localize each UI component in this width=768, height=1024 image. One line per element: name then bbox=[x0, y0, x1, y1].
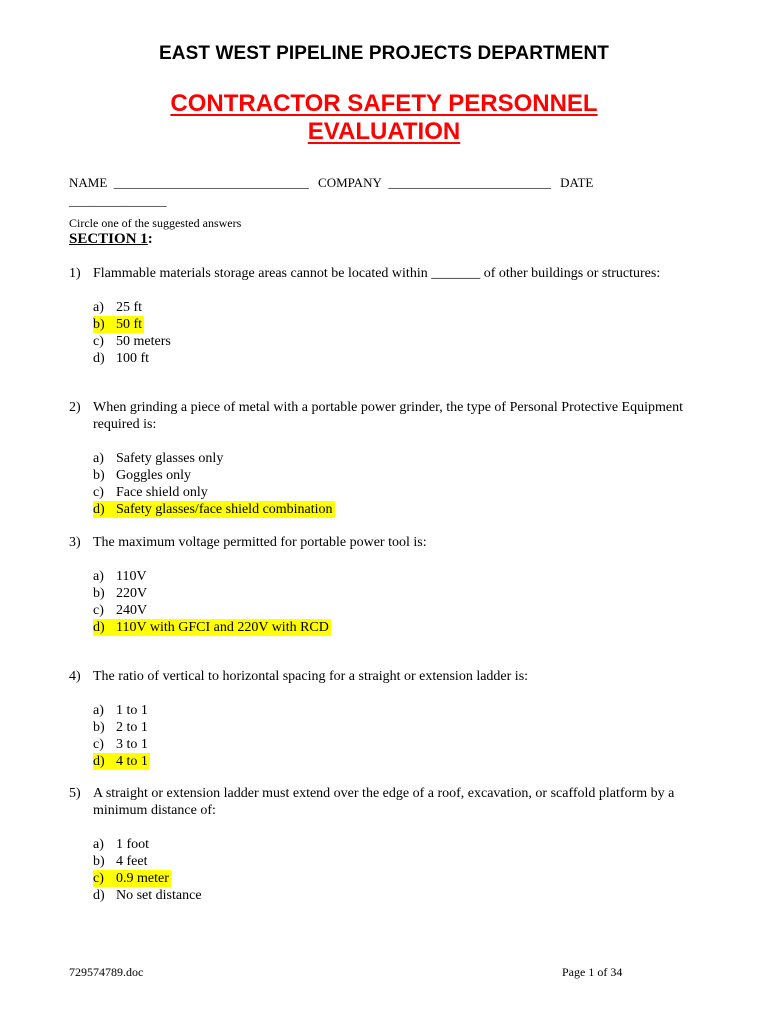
option-text: 110V with GFCI and 220V with RCD bbox=[116, 620, 329, 635]
answer-content bbox=[93, 586, 147, 601]
question-1 bbox=[69, 265, 709, 367]
answer-option[interactable] bbox=[93, 585, 709, 602]
question-text bbox=[69, 785, 709, 819]
answer-option[interactable] bbox=[93, 450, 709, 467]
option-letter: b) bbox=[93, 468, 105, 483]
title-line-2: EVALUATION bbox=[307, 118, 461, 145]
option-text: 2 to 1 bbox=[116, 720, 148, 735]
department-heading: EAST WEST PIPELINE PROJECTS DEPARTMENT bbox=[159, 43, 609, 64]
question-4 bbox=[69, 668, 709, 770]
answer-content bbox=[93, 888, 202, 903]
answer-content bbox=[93, 737, 148, 752]
answer-options bbox=[69, 702, 709, 770]
answer-content bbox=[93, 603, 147, 618]
option-text: 25 ft bbox=[116, 300, 143, 315]
footer-filename: 729574789.doc bbox=[69, 965, 144, 979]
date-label: DATE bbox=[560, 175, 594, 190]
answer-content bbox=[93, 351, 149, 366]
highlighted-answer bbox=[93, 870, 171, 887]
option-text: Safety glasses only bbox=[116, 451, 224, 466]
section-colon: : bbox=[147, 231, 153, 247]
answer-option[interactable] bbox=[93, 333, 709, 350]
answer-options bbox=[69, 450, 709, 518]
option-letter: b) bbox=[93, 854, 105, 869]
answer-content bbox=[93, 569, 147, 584]
answer-option[interactable] bbox=[93, 736, 709, 753]
question-number: 4) bbox=[69, 669, 81, 684]
answer-option[interactable] bbox=[93, 619, 709, 636]
answer-option[interactable] bbox=[93, 602, 709, 619]
option-text: 1 to 1 bbox=[116, 703, 148, 718]
question-5 bbox=[69, 785, 709, 904]
option-letter: a) bbox=[93, 569, 104, 584]
option-text: 100 ft bbox=[116, 351, 150, 366]
question-number: 3) bbox=[69, 535, 81, 550]
question-number: 2) bbox=[69, 400, 81, 415]
option-text: 240V bbox=[116, 603, 148, 618]
option-letter: b) bbox=[93, 720, 105, 735]
answer-option[interactable] bbox=[93, 568, 709, 585]
question-number: 5) bbox=[69, 786, 81, 801]
option-text: 4 feet bbox=[116, 854, 148, 869]
answer-content bbox=[93, 485, 208, 500]
question-body: The maximum voltage permitted for portable power tool is: bbox=[93, 535, 427, 550]
answer-content bbox=[93, 854, 147, 869]
option-text: 110V bbox=[116, 569, 147, 584]
answer-option[interactable] bbox=[93, 484, 709, 501]
option-text: Face shield only bbox=[116, 485, 208, 500]
option-text: 50 meters bbox=[116, 334, 171, 349]
answer-option[interactable] bbox=[93, 316, 709, 333]
highlighted-answer bbox=[93, 316, 144, 333]
option-letter: c) bbox=[93, 485, 104, 500]
question-body: When grinding a piece of metal with a portable power grinder, the type of Personal Protective Equipment required is: bbox=[93, 400, 683, 432]
option-letter: c) bbox=[93, 603, 104, 618]
option-letter: a) bbox=[93, 451, 104, 466]
highlighted-answer bbox=[93, 619, 331, 636]
title-line-1: CONTRACTOR SAFETY PERSONNEL bbox=[170, 90, 598, 117]
highlighted-answer bbox=[93, 501, 335, 518]
name-field[interactable]: ______________________________ bbox=[113, 175, 309, 190]
answer-option[interactable] bbox=[93, 853, 709, 870]
answer-option[interactable] bbox=[93, 299, 709, 316]
option-text: No set distance bbox=[116, 888, 202, 903]
question-number: 1) bbox=[69, 266, 81, 281]
answer-option[interactable] bbox=[93, 350, 709, 367]
answer-option[interactable] bbox=[93, 501, 709, 518]
answer-content bbox=[93, 451, 223, 466]
question-body: A straight or extension ladder must extend over the edge of a roof, excavation, or scaffold platform by a minimum distance of: bbox=[93, 786, 675, 818]
section-heading bbox=[69, 231, 153, 248]
option-letter: a) bbox=[93, 300, 104, 315]
highlighted-answer bbox=[93, 753, 150, 770]
answer-option[interactable] bbox=[93, 836, 709, 853]
answer-content bbox=[93, 300, 142, 315]
answer-option[interactable] bbox=[93, 870, 709, 887]
answer-options bbox=[69, 568, 709, 636]
answer-content bbox=[93, 837, 149, 852]
question-3 bbox=[69, 534, 709, 636]
option-letter: a) bbox=[93, 837, 104, 852]
option-text: Goggles only bbox=[116, 468, 192, 483]
footer-page-number: Page 1 of 34 bbox=[562, 965, 623, 979]
option-text: 4 to 1 bbox=[116, 754, 148, 769]
option-letter: d) bbox=[93, 502, 105, 517]
option-letter: d) bbox=[93, 888, 105, 903]
option-text: 1 foot bbox=[116, 837, 150, 852]
answer-option[interactable] bbox=[93, 753, 709, 770]
question-text bbox=[69, 668, 709, 685]
option-letter: d) bbox=[93, 620, 105, 635]
section-label: SECTION 1 bbox=[69, 231, 148, 247]
question-text bbox=[69, 265, 709, 282]
answer-option[interactable] bbox=[93, 467, 709, 484]
company-field[interactable]: _________________________ bbox=[388, 175, 551, 190]
option-letter: c) bbox=[93, 334, 104, 349]
instructions: Circle one of the suggested answers bbox=[69, 216, 242, 230]
option-letter: c) bbox=[93, 871, 104, 886]
answer-content bbox=[93, 334, 171, 349]
question-body: The ratio of vertical to horizontal spacing for a straight or extension ladder is: bbox=[93, 669, 529, 684]
answer-content bbox=[93, 703, 148, 718]
question-2 bbox=[69, 399, 709, 518]
option-letter: d) bbox=[93, 754, 105, 769]
option-letter: c) bbox=[93, 737, 104, 752]
answer-option[interactable] bbox=[93, 702, 709, 719]
option-text: 220V bbox=[116, 586, 148, 601]
page-title bbox=[0, 90, 768, 146]
company-label: COMPANY bbox=[318, 175, 382, 190]
option-text: 3 to 1 bbox=[116, 737, 148, 752]
answer-content bbox=[93, 468, 191, 483]
option-text: Safety glasses/face shield combination bbox=[116, 502, 333, 517]
answer-options bbox=[69, 299, 709, 367]
name-label: NAME bbox=[69, 175, 108, 190]
option-letter: d) bbox=[93, 351, 105, 366]
question-text bbox=[69, 399, 709, 433]
option-text: 0.9 meter bbox=[116, 871, 169, 886]
header-fields bbox=[69, 174, 669, 210]
question-text bbox=[69, 534, 709, 551]
answer-option[interactable] bbox=[93, 719, 709, 736]
option-text: 50 ft bbox=[116, 317, 143, 332]
date-field[interactable]: _______________ bbox=[69, 193, 167, 208]
answer-options bbox=[69, 836, 709, 904]
answer-option[interactable] bbox=[93, 887, 709, 904]
question-body: Flammable materials storage areas cannot be located within _______ of other buildings or structures: bbox=[93, 266, 661, 281]
option-letter: b) bbox=[93, 317, 105, 332]
option-letter: a) bbox=[93, 703, 104, 718]
answer-content bbox=[93, 720, 148, 735]
option-letter: b) bbox=[93, 586, 105, 601]
